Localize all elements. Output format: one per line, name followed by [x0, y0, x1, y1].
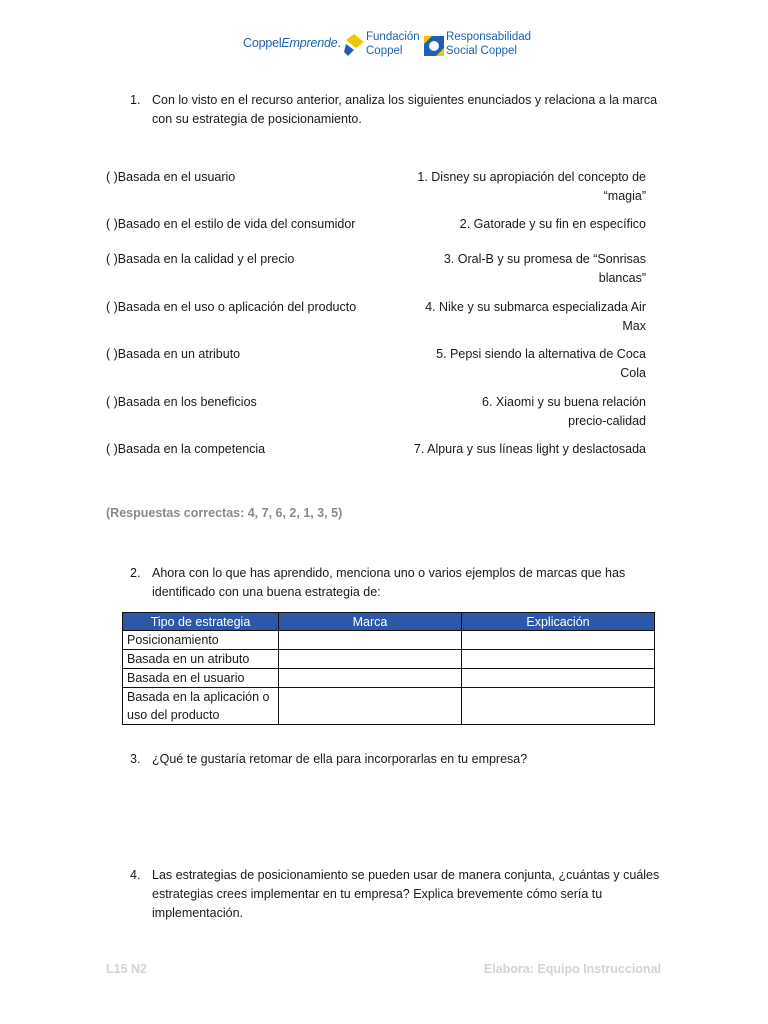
brand-item-6-line2: precio-calidad: [568, 414, 646, 428]
header-logos: [0, 30, 768, 66]
brand-item-3-line2: blancas”: [598, 271, 646, 285]
table-header-row: [123, 613, 655, 631]
table-cell-explicacion[interactable]: [462, 669, 655, 688]
brand-item-2: [460, 215, 646, 234]
brand-item-7: [414, 440, 646, 459]
logo-emprende-word: Emprende: [281, 36, 338, 50]
responsabilidad-line1: Responsabilidad: [446, 31, 532, 43]
brand-item-1: [417, 168, 646, 206]
table-row: [123, 650, 655, 669]
strategy-item-6: ( )Basada en los beneficios: [106, 395, 257, 409]
strategy-item-4: ( )Basada en el uso o aplicación del producto: [106, 300, 357, 314]
brand-item-1-line1: 1. Disney su apropiación del concepto de: [417, 170, 646, 184]
fundacion-line1: Fundación: [366, 31, 420, 43]
brand-item-2-line1: 2. Gatorade y su fin en específico: [459, 217, 646, 231]
table-header-explicacion: Explicación: [462, 613, 655, 631]
table-cell-marca[interactable]: [279, 631, 462, 650]
brand-item-5-line2: Cola: [620, 366, 646, 380]
strategy-table: [122, 612, 655, 725]
table-cell-tipo: Basada en la aplicación o uso del producto: [123, 688, 279, 725]
strategy-item-5: ( )Basada en un atributo: [106, 347, 241, 361]
table-cell-marca[interactable]: [279, 669, 462, 688]
coppel-emprende-logo: [243, 36, 341, 50]
strategy-item-7: ( )Basada en la competencia: [106, 442, 266, 456]
table-cell-tipo: Basada en el usuario: [123, 669, 279, 688]
table-cell-explicacion[interactable]: [462, 650, 655, 669]
table-row: [123, 688, 655, 725]
logo-coppel-word: Coppel: [243, 36, 282, 50]
strategy-item-1: ( )Basada en el usuario: [106, 170, 236, 184]
strategy-item-2: ( )Basado en el estilo de vida del consumidor: [106, 217, 356, 231]
table-cell-marca[interactable]: [279, 688, 462, 725]
brand-item-4-line2: Max: [622, 319, 646, 333]
table-header-marca: Marca: [279, 613, 462, 631]
table-cell-tipo: Posicionamiento: [123, 631, 279, 650]
table-cell-explicacion[interactable]: [462, 631, 655, 650]
brand-item-3-line1: 3. Oral-B y su promesa de “Sonrisas: [443, 252, 646, 266]
footer-credits: Elabora: Equipo Instruccional: [483, 962, 661, 976]
question-2-text: Ahora con lo que has aprendido, menciona uno o varios ejemplos de marcas que has identificado con una buena estrategia de:: [152, 566, 626, 599]
table-header-tipo: Tipo de estrategia: [123, 613, 279, 631]
strategy-item-3: ( )Basada en la calidad y el precio: [106, 252, 295, 266]
question-4-text: Las estrategias de posicionamiento se pueden usar de manera conjunta, ¿cuántas y cuáles estrategias crees implementar en tu empresa? Explica brevemente cómo sería tu implementación.: [152, 868, 660, 920]
question-3-text: ¿Qué te gustaría retomar de ella para incorporarlas en tu empresa?: [152, 752, 528, 766]
responsabilidad-line2: Social Coppel: [446, 45, 517, 57]
fundacion-mark-icon: [344, 34, 364, 56]
question-4-number: 4.: [130, 868, 141, 882]
logo-dot: .: [337, 36, 341, 50]
fundacion-text: [366, 30, 420, 58]
brand-item-4: [425, 298, 646, 336]
brand-item-3: [444, 250, 646, 288]
question-1-number: 1.: [130, 93, 141, 107]
brand-item-4-line1: 4. Nike y su submarca especializada Air: [425, 300, 646, 314]
brand-item-6: [482, 393, 646, 431]
table-cell-marca[interactable]: [279, 650, 462, 669]
brand-item-7-line1: 7. Alpura y sus líneas light y deslactosada: [413, 442, 646, 456]
responsabilidad-mark-icon: [424, 34, 444, 56]
table-row: [123, 669, 655, 688]
table-row: [123, 631, 655, 650]
brand-item-6-line1: 6. Xiaomi y su buena relación: [482, 395, 646, 409]
table-cell-explicacion[interactable]: [462, 688, 655, 725]
question-1-text: Con lo visto en el recurso anterior, analiza los siguientes enunciados y relaciona a la marca con su estrategia de posicionamiento.: [152, 93, 658, 126]
responsabilidad-text: [446, 30, 531, 58]
correct-answers-note: (Respuestas correctas: 4, 7, 6, 2, 1, 3, 5): [106, 506, 343, 520]
brand-item-1-line2: “magia”: [603, 189, 646, 203]
brand-item-5: [436, 345, 646, 383]
table-cell-tipo: Basada en un atributo: [123, 650, 279, 669]
footer-lesson-code: L15 N2: [106, 962, 147, 976]
question-3-number: 3.: [130, 752, 141, 766]
fundacion-line2: Coppel: [366, 45, 403, 57]
brand-item-5-line1: 5. Pepsi siendo la alternativa de Coca: [436, 347, 646, 361]
question-2-number: 2.: [130, 566, 141, 580]
